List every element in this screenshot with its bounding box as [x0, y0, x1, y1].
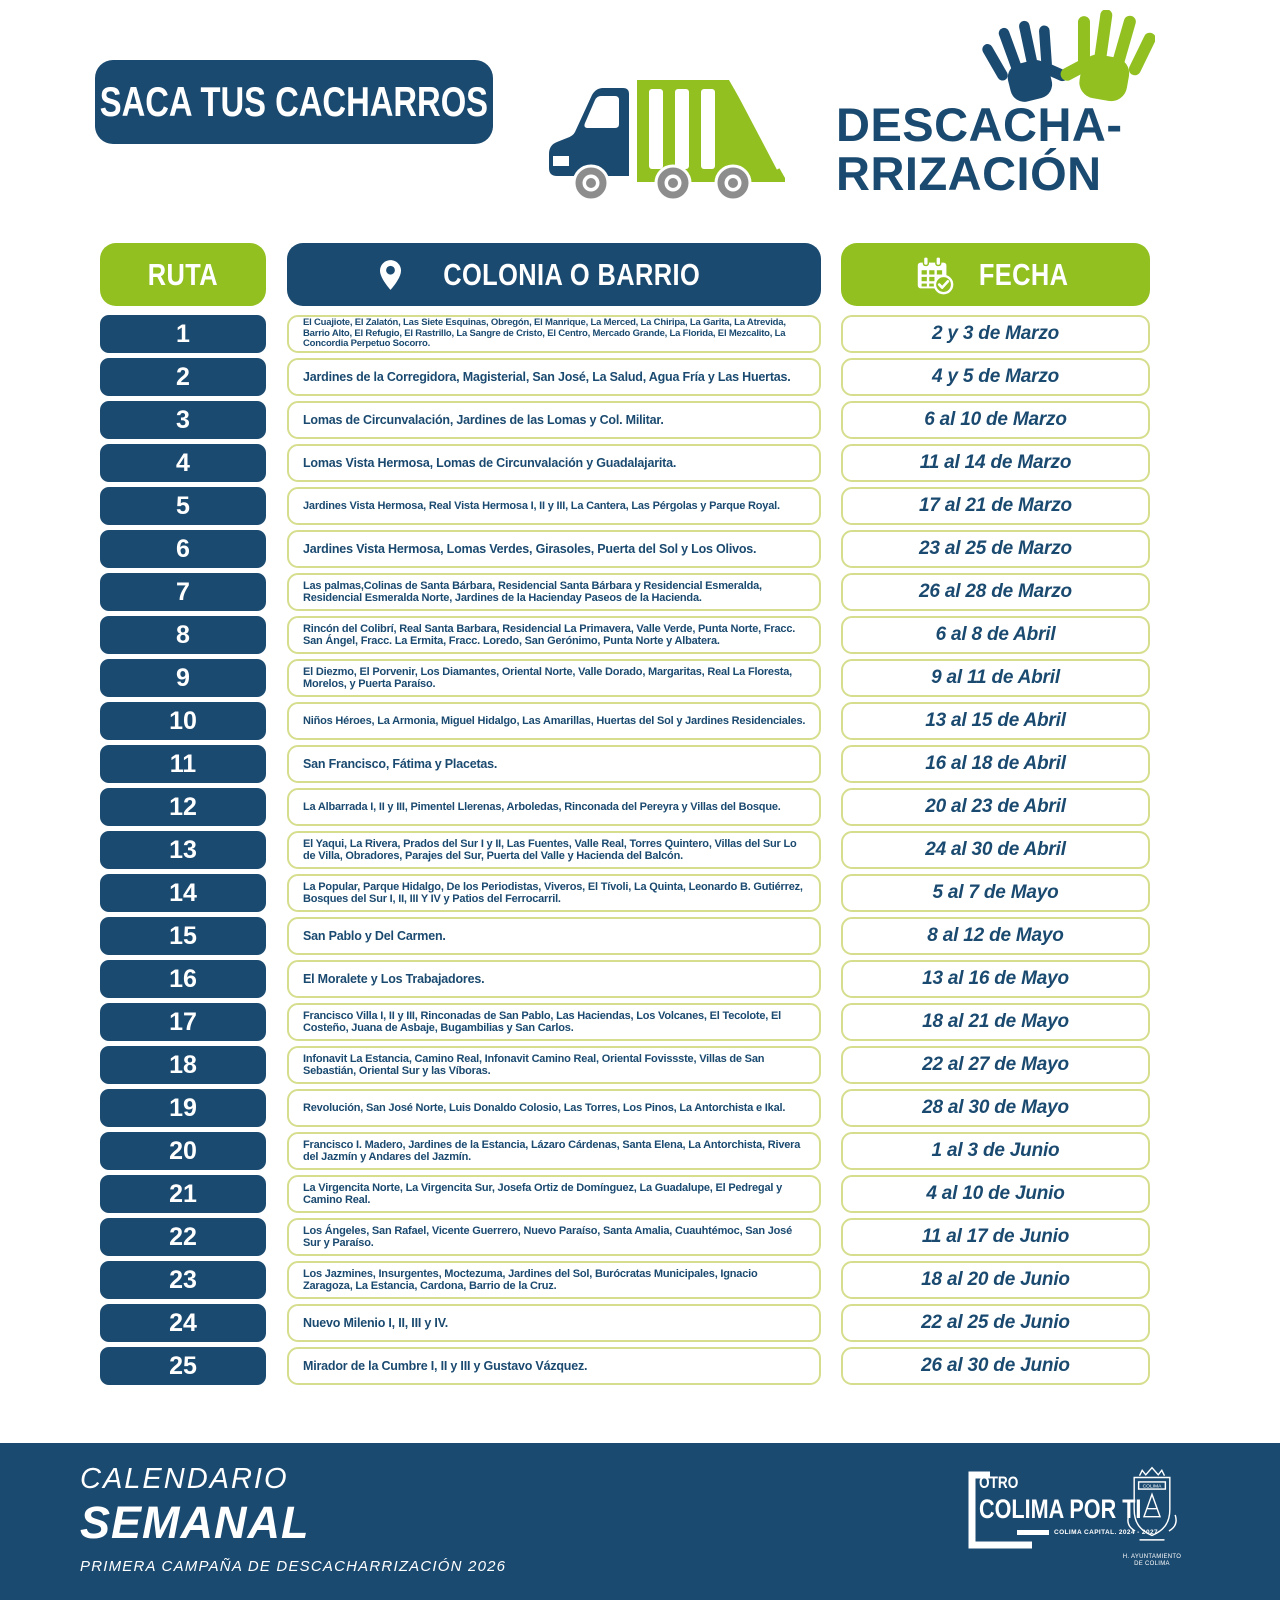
route-number: 25 [100, 1347, 266, 1385]
garbage-truck-icon [533, 76, 795, 214]
schedule-row [100, 788, 1150, 826]
colonia-list: Los Jazmines, Insurgentes, Moctezuma, Jardines del Sol, Burócratas Municipales, Ignacio Zaragoza, La Estancia, Cardona, Barrio de la Cruz. [287, 1261, 821, 1299]
schedule-row [100, 702, 1150, 740]
date-range: 1 al 3 de Junio [841, 1132, 1150, 1170]
schedule-row [100, 1261, 1150, 1299]
logo-bar [1017, 1530, 1049, 1535]
route-number: 18 [100, 1046, 266, 1084]
schedule-row [100, 1046, 1150, 1084]
route-number: 1 [100, 315, 266, 353]
colonia-list: Revolución, San José Norte, Luis Donaldo Colosio, Las Torres, Los Pinos, La Antorchista e Ikal. [287, 1089, 821, 1127]
schedule-row [100, 1132, 1150, 1170]
colonia-list: Jardines de la Corregidora, Magisterial, San José, La Salud, Agua Fría y Las Huertas. [287, 358, 821, 396]
schedule-row [100, 1089, 1150, 1127]
footer-band [0, 1443, 1280, 1600]
column-header-ruta: RUTA [100, 243, 266, 306]
colonia-list: La Virgencita Norte, La Virgencita Sur, Josefa Ortiz de Domínguez, La Guadalupe, El Pedregal y Camino Real. [287, 1175, 821, 1213]
campaign-logo [836, 100, 1123, 198]
date-range: 4 al 10 de Junio [841, 1175, 1150, 1213]
route-number: 24 [100, 1304, 266, 1342]
date-range: 23 al 25 de Marzo [841, 530, 1150, 568]
schedule-row [100, 917, 1150, 955]
colonia-list: San Francisco, Fátima y Placetas. [287, 745, 821, 783]
schedule-row [100, 1175, 1150, 1213]
date-range: 18 al 20 de Junio [841, 1261, 1150, 1299]
schedule-row [100, 1218, 1150, 1256]
colonia-list: El Cuajiote, El Zalatón, Las Siete Esquinas, Obregón, El Manrique, La Merced, La Chiripa, La Garita, La Atrevida, Barrio Alto, El Refugio, El Rastrillo, La Sangre de Cristo, El Centro, Mercado Grande, La Florida, El Mezcalito, La Concordia Perpetuo Socorro. [287, 315, 821, 353]
schedule-row [100, 401, 1150, 439]
column-header-colonia: COLONIA O BARRIO [287, 243, 821, 306]
route-number: 10 [100, 702, 266, 740]
date-range: 24 al 30 de Abril [841, 831, 1150, 869]
colonia-list: La Popular, Parque Hidalgo, De los Periodistas, Viveros, El Tívoli, La Quinta, Leonardo B. Gutiérrez, Bosques del Sur I, II, III Y IV y Patios del Ferrocarril. [287, 874, 821, 912]
route-number: 12 [100, 788, 266, 826]
colonia-list: Francisco I. Madero, Jardines de la Estancia, Lázaro Cárdenas, Santa Elena, La Antorchista, Rivera del Jazmín y Andares del Jazmín. [287, 1132, 821, 1170]
schedule-row [100, 745, 1150, 783]
date-range: 18 al 21 de Mayo [841, 1003, 1150, 1041]
date-range: 8 al 12 de Mayo [841, 917, 1150, 955]
colonia-list: San Pablo y Del Carmen. [287, 917, 821, 955]
route-number: 16 [100, 960, 266, 998]
schedule-row [100, 444, 1150, 482]
route-number: 11 [100, 745, 266, 783]
schedule-row [100, 659, 1150, 697]
date-range: 9 al 11 de Abril [841, 659, 1150, 697]
column-header-fecha: FECHA [841, 243, 1150, 306]
colonia-list: Lomas Vista Hermosa, Lomas de Circunvalación y Guadalajarita. [287, 444, 821, 482]
route-number: 23 [100, 1261, 266, 1299]
colonia-list: El Yaqui, La Rivera, Prados del Sur I y II, Las Fuentes, Valle Real, Torres Quintero, Villas del Sur Lo de Villa, Obradores, Parajes del Sur, Puerta del Valle y Hacienda del Balcón. [287, 831, 821, 869]
colonia-list: Francisco Villa I, II y III, Rinconadas de San Pablo, Las Haciendas, Los Volcanes, El Tecolote, El Costeño, Juana de Asbaje, Bugambilias y San Carlos. [287, 1003, 821, 1041]
colonia-list: Infonavit La Estancia, Camino Real, Infonavit Camino Real, Oriental Fovissste, Villas de San Sebastián, Oriental Sur y las Víboras. [287, 1046, 821, 1084]
date-range: 2 y 3 de Marzo [841, 315, 1150, 353]
colonia-list: Las palmas,Colinas de Santa Bárbara, Residencial Santa Bárbara y Residencial Esmeralda, Residencial Esmeralda Norte, Jardines de la Hacienday Paseos de la Hacienda. [287, 573, 821, 611]
footer-subtitle: PRIMERA CAMPAÑA DE DESCACHARRIZACIÓN 2026 [80, 1558, 507, 1575]
date-range: 17 al 21 de Marzo [841, 487, 1150, 525]
colonia-list: Nuevo Milenio I, II, III y IV. [287, 1304, 821, 1342]
location-pin-icon [380, 260, 401, 290]
date-range: 13 al 15 de Abril [841, 702, 1150, 740]
footer-line1: CALENDARIO [80, 1463, 289, 1495]
colonia-list: El Moralete y Los Trabajadores. [287, 960, 821, 998]
schedule-row [100, 960, 1150, 998]
route-number: 7 [100, 573, 266, 611]
colonia-list: Lomas de Circunvalación, Jardines de las Lomas y Col. Militar. [287, 401, 821, 439]
otro-logo-main: COLIMA POR TI [979, 1494, 1142, 1524]
date-range: 26 al 30 de Junio [841, 1347, 1150, 1385]
schedule-row [100, 358, 1150, 396]
route-number: 14 [100, 874, 266, 912]
colonia-list: Jardines Vista Hermosa, Real Vista Hermosa I, II y III, La Cantera, Las Pérgolas y Parque Royal. [287, 487, 821, 525]
logo-line1: DESCACHA- [836, 98, 1123, 151]
otro-colima-por-ti-logo [966, 1471, 1158, 1555]
otro-logo-top: OTRO [979, 1473, 1019, 1492]
date-range: 28 al 30 de Mayo [841, 1089, 1150, 1127]
logo-line2: RRIZACIÓN [836, 147, 1102, 200]
footer-line2: SEMANAL [80, 1497, 310, 1548]
date-range: 5 al 7 de Mayo [841, 874, 1150, 912]
route-number: 4 [100, 444, 266, 482]
route-number: 20 [100, 1132, 266, 1170]
schedule-row [100, 573, 1150, 611]
route-number: 8 [100, 616, 266, 654]
schedule-row [100, 1304, 1150, 1342]
schedule-row [100, 831, 1150, 869]
table-header [100, 243, 1150, 306]
date-range: 20 al 23 de Abril [841, 788, 1150, 826]
colonia-list: Los Ángeles, San Rafael, Vicente Guerrero, Nuevo Paraíso, Santa Amalia, Cuauhtémoc, San José Sur y Paraíso. [287, 1218, 821, 1256]
route-number: 21 [100, 1175, 266, 1213]
colonia-list: La Albarrada I, II y III, Pimentel Llerenas, Arboledas, Rinconada del Pereyra y Villas del Bosque. [287, 788, 821, 826]
date-range: 6 al 10 de Marzo [841, 401, 1150, 439]
schedule-row [100, 1003, 1150, 1041]
date-range: 26 al 28 de Marzo [841, 573, 1150, 611]
date-range: 16 al 18 de Abril [841, 745, 1150, 783]
route-number: 5 [100, 487, 266, 525]
schedule-row [100, 530, 1150, 568]
banner-title: SACA TUS CACHARROS [99, 78, 489, 125]
route-number: 15 [100, 917, 266, 955]
schedule-row [100, 487, 1150, 525]
colonia-list: Jardines Vista Hermosa, Lomas Verdes, Girasoles, Puerta del Sol y Los Olivos. [287, 530, 821, 568]
city-crest [1120, 1465, 1184, 1568]
date-range: 11 al 14 de Marzo [841, 444, 1150, 482]
colonia-list: Rincón del Colibrí, Real Santa Barbara, Residencial La Primavera, Valle Verde, Punta Norte, Fracc. San Ángel, Fracc. La Ermita, Fracc. Loredo, San Gerónimo, Punta Norte y Albatera. [287, 616, 821, 654]
date-range: 4 y 5 de Marzo [841, 358, 1150, 396]
date-range: 6 al 8 de Abril [841, 616, 1150, 654]
calendar-check-icon [913, 254, 955, 296]
colonia-list: Niños Héroes, La Armonia, Miguel Hidalgo, Las Amarillas, Huertas del Sol y Jardines Residenciales. [287, 702, 821, 740]
route-number: 19 [100, 1089, 266, 1127]
crest-caption-line2: DE COLIMA [1134, 1561, 1170, 1567]
otro-logo-sub: COLIMA CAPITAL. 2024 - 2027 [1054, 1529, 1158, 1536]
schedule-row [100, 874, 1150, 912]
schedule-row [100, 1347, 1150, 1385]
schedule-table [100, 315, 1150, 1390]
route-number: 6 [100, 530, 266, 568]
schedule-row [100, 616, 1150, 654]
route-number: 22 [100, 1218, 266, 1256]
route-number: 17 [100, 1003, 266, 1041]
date-range: 13 al 16 de Mayo [841, 960, 1150, 998]
hands-icon [980, 10, 1155, 110]
crest-caption-line1: H. AYUNTAMIENTO [1122, 1554, 1182, 1560]
footer-title-block [80, 1463, 506, 1575]
route-number: 13 [100, 831, 266, 869]
colonia-list: El Diezmo, El Porvenir, Los Diamantes, Oriental Norte, Valle Dorado, Margaritas, Real La Floresta, Morelos, y Puerta Paraíso. [287, 659, 821, 697]
colonia-list: Mirador de la Cumbre I, II y III y Gustavo Vázquez. [287, 1347, 821, 1385]
route-number: 2 [100, 358, 266, 396]
truck-wheels [574, 166, 750, 200]
route-number: 3 [100, 401, 266, 439]
schedule-row [100, 315, 1150, 353]
coat-of-arms-icon [1123, 1465, 1181, 1547]
route-number: 9 [100, 659, 266, 697]
svg-text:COLIMA: COLIMA [1142, 1484, 1162, 1490]
date-range: 22 al 27 de Mayo [841, 1046, 1150, 1084]
date-range: 11 al 17 de Junio [841, 1218, 1150, 1256]
banner-saca-tus-cacharros [95, 60, 493, 144]
date-range: 22 al 25 de Junio [841, 1304, 1150, 1342]
